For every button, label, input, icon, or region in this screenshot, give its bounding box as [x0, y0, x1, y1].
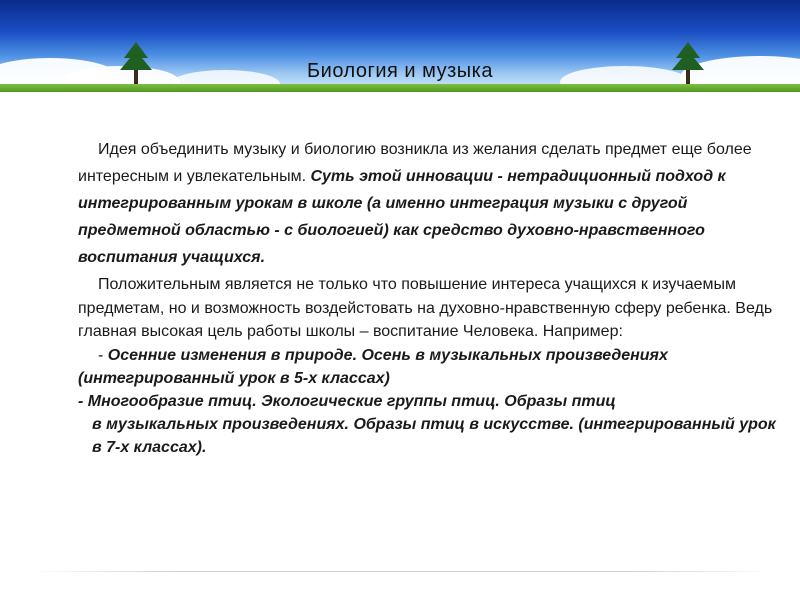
list-item-text-continued: в музыкальных произведениях. Образы птиц в искусстве. (интегрированный урок в 7-х классах). [92, 415, 776, 456]
list-dash: - [98, 346, 108, 364]
paragraph-positive: Положительным является не только что повышение интереса учащихся к изучаемым предметам, но и возможность воздейстовать на духовно-нравственную сферу ребенка. Ведь главная высокая цель работы школы – воспитание Человека. Например: [78, 276, 773, 340]
footer-divider [30, 571, 775, 572]
grass-strip [0, 84, 800, 92]
slide-title: Биология и музыка [307, 60, 493, 82]
paragraph-intro [78, 136, 778, 271]
list-item-text: Осенние изменения в природе. Осень в музыкальных произведениях (интегрированный урок в 5-х классах) [78, 346, 668, 387]
list-item [78, 344, 778, 390]
list-item [78, 390, 778, 459]
intro-normal-text: Идея объединить музыку и биологию возникла из желания сделать предмет еще более интересным и увлекательным. [78, 141, 752, 185]
slide-body [78, 136, 778, 459]
list-dash: - [78, 392, 88, 410]
example-list [78, 344, 778, 459]
intro-bold-text: Суть этой инновации - нетрадиционный подход к интегрированным урокам в школе (а именно интеграция музыки с другой предметной областью - с биологией) как средство духовно-нравственного воспитания учащихся. [78, 168, 726, 266]
list-item-text: Многообразие птиц. Экологические группы птиц. Образы птиц [87, 392, 616, 410]
